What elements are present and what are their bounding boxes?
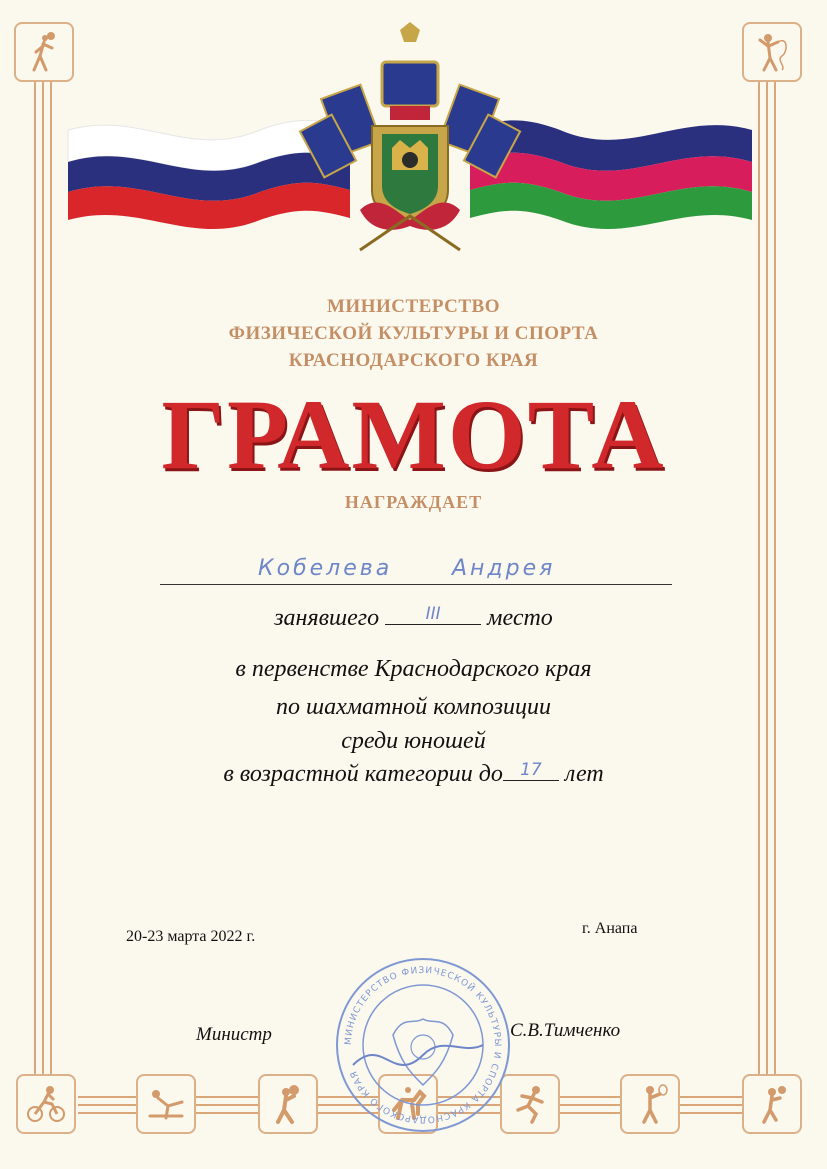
tennis-player-icon <box>620 1074 680 1134</box>
place-blank <box>385 604 481 625</box>
place-line <box>0 604 827 632</box>
cyclist-icon <box>16 1074 76 1134</box>
signature-name: С.В.Тимченко <box>510 1020 621 1041</box>
place-value: III <box>425 604 441 624</box>
volleyball-icon <box>742 1074 802 1134</box>
event-line-3: среди юношей <box>341 728 486 754</box>
ministry-line-3: КРАСНОДАРСКОГО КРАЯ <box>288 350 539 371</box>
gymnast-balance-icon <box>136 1074 196 1134</box>
age-suffix: лет <box>564 761 604 787</box>
age-value: 17 <box>520 760 542 780</box>
event-city: г. Анапа <box>582 920 638 937</box>
signature-position: Министр <box>196 1024 272 1045</box>
border-left-3 <box>50 78 52 1087</box>
ministry-line-2: ФИЗИЧЕСКОЙ КУЛЬТУРЫ И СПОРТА <box>228 323 599 344</box>
certificate-title: ГРАМОТА <box>161 379 666 490</box>
svg-text:МИНИСТЕРСТВО ФИЗИЧЕСКОЙ КУЛЬТУ: МИНИСТЕРСТВО ФИЗИЧЕСКОЙ КУЛЬТУРЫ И СПОРТА КРАСНОДАРСКОГО КРАЯ <box>343 965 503 1125</box>
place-suffix: место <box>487 605 553 631</box>
border-right-3 <box>774 78 776 1087</box>
age-line <box>0 760 827 788</box>
ministry-line-1: МИНИСТЕРСТВО <box>326 296 501 317</box>
age-prefix: в возрастной категории до <box>223 761 503 787</box>
place-prefix: занявшего <box>274 605 380 631</box>
event-line-1: в первенстве Краснодарского края <box>235 656 592 682</box>
awards-label: НАГРАЖДАЕТ <box>344 492 483 512</box>
border-left-1 <box>34 78 36 1087</box>
basketball-icon <box>258 1074 318 1134</box>
border-left-2 <box>42 78 44 1087</box>
flags-coat-of-arms-emblem <box>60 20 760 260</box>
age-blank <box>503 760 559 781</box>
event-date: 20-23 марта 2022 г. <box>126 928 256 945</box>
border-right-2 <box>766 78 768 1087</box>
event-line-2: по шахматной композиции <box>275 694 552 720</box>
recipient-surname: Кобелева <box>258 556 393 581</box>
recipient-name: Андрея <box>452 556 556 581</box>
official-stamp-seal <box>333 955 513 1135</box>
recipient-underline <box>160 584 672 585</box>
